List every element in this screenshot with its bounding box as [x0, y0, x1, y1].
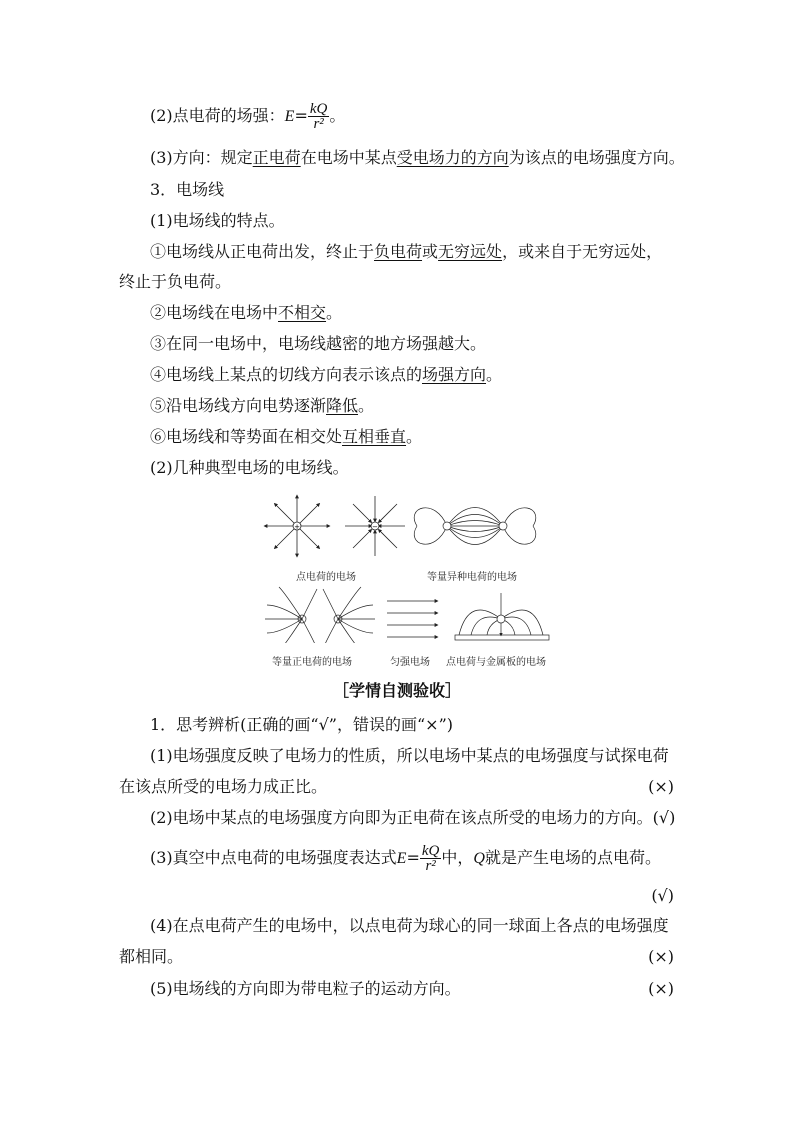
answer-mark: (×) — [648, 777, 674, 796]
text-segment: ⑥电场线和等势面在相交处 — [150, 427, 343, 446]
equals-sign: = — [406, 848, 420, 867]
feature-item-1-continued: 终止于负电荷。 — [119, 272, 232, 291]
question-5 — [0, 974, 794, 1004]
direction-definition-line — [0, 143, 794, 173]
equals-sign: = — [294, 106, 308, 125]
feature-item-3: ③在同一电场中，电场线越密的地方场强越大。 — [150, 334, 487, 353]
question-4-line-1: (4)在点电荷产生的电场中，以点电荷为球心的同一球面上各点的电场强度 — [150, 916, 669, 935]
answer-mark: (×) — [648, 947, 674, 966]
caption-like-charges: 等量正电荷的电场 — [272, 657, 352, 668]
fraction-kq-r2 — [308, 102, 330, 131]
typical-fields-heading: (2)几种典型电场的电场线。 — [150, 458, 349, 477]
text-segment: 或 — [422, 242, 439, 261]
text-segment: 就是产生电场的点电荷。 — [484, 848, 661, 867]
point-charge-field-formula-line — [0, 101, 794, 131]
question-3-mark-line — [0, 881, 794, 911]
caption-uniform-field: 匀强电场 — [390, 657, 430, 668]
text-segment: 。 — [326, 303, 343, 322]
underlined-answer: 受电场力的方向 — [396, 148, 509, 167]
fraction-numerator: kQ — [421, 843, 440, 859]
symbol-E: E — [396, 850, 407, 867]
text-segment: ①电场线从正电荷出发，终止于 — [150, 242, 375, 261]
uniform-field-diagram — [387, 601, 437, 637]
text-segment: 为该点的电场强度方向。 — [508, 148, 685, 167]
fraction-kq-r2 — [420, 844, 442, 873]
symbol-Q: Q — [473, 850, 485, 867]
text-segment: (3)真空中点电荷的电场强度表达式 — [150, 848, 397, 867]
text-segment: 。 — [358, 396, 375, 415]
text-segment: ④电场线上某点的切线方向表示该点的 — [150, 365, 423, 384]
dipole-field-diagram — [414, 508, 536, 545]
underlined-answer: 无穷远处 — [438, 242, 503, 261]
text-segment: 中， — [441, 848, 474, 867]
fraction-denominator: r² — [425, 858, 436, 874]
fraction-denominator: r² — [313, 116, 324, 132]
underlined-answer: 互相垂直 — [342, 427, 407, 446]
question-heading: 1．思考辨析(正确的画“√”，错误的画“×”) — [150, 715, 453, 734]
text-segment: 都相同。 — [119, 947, 184, 966]
section-heading-field-lines: 3．电场线 — [150, 180, 225, 199]
field-line-features-heading: (1)电场线的特点。 — [150, 211, 285, 230]
charge-and-plate-diagram — [455, 593, 549, 640]
answer-mark: (√) — [651, 886, 674, 905]
symbol-E: E — [284, 108, 295, 125]
feature-item-4 — [0, 360, 794, 390]
left-bracket: ［ — [332, 681, 349, 700]
question-4-line-2 — [0, 942, 794, 972]
plus-sign: + — [294, 523, 300, 531]
question-1-line-2 — [0, 772, 794, 802]
answer-mark: (×) — [648, 979, 674, 998]
like-charges-field-diagram — [265, 587, 375, 643]
text-segment: ②电场线在电场中 — [150, 303, 279, 322]
underlined-answer: 正电荷 — [252, 148, 301, 167]
text-segment: 。 — [406, 427, 423, 446]
minus-sign: − — [372, 523, 378, 531]
question-3 — [0, 843, 794, 873]
text-segment: ，或来自于无穷远处， — [502, 242, 663, 261]
right-bracket: ］ — [445, 681, 462, 700]
underlined-answer: 场强方向 — [422, 365, 487, 384]
section-title: 学情自测验收 — [348, 681, 445, 700]
text-segment: (3)方向：规定 — [150, 148, 253, 167]
caption-point-charge: 点电荷的电场 — [296, 572, 356, 583]
underlined-answer: 不相交 — [278, 303, 327, 322]
feature-item-1 — [0, 237, 794, 267]
text-segment: 。 — [329, 106, 346, 125]
caption-unlike-charges: 等量异种电荷的电场 — [427, 572, 517, 583]
text-segment: (2)点电荷的场强： — [150, 106, 285, 125]
text-segment: (5)电场线的方向即为带电粒子的运动方向。 — [150, 979, 461, 998]
underlined-answer: 降低 — [326, 396, 359, 415]
feature-item-5 — [0, 391, 794, 421]
fraction-numerator: kQ — [309, 101, 328, 117]
text-segment: 在该点所受的电场力成正比。 — [119, 777, 328, 796]
text-segment: ⑤沿电场线方向电势逐渐 — [150, 396, 327, 415]
self-test-section-heading — [0, 678, 794, 701]
question-2: (2)电场中某点的电场强度方向即为正电荷在该点所受的电场力的方向。(√) — [150, 808, 676, 827]
feature-item-2 — [0, 298, 794, 328]
caption-charge-plate: 点电荷与金属板的电场 — [446, 657, 546, 668]
underlined-answer: 负电荷 — [374, 242, 423, 261]
text-segment: 。 — [486, 365, 503, 384]
text-segment: 在电场中某点 — [300, 148, 397, 167]
feature-item-6 — [0, 422, 794, 452]
question-1-line-1: (1)电场强度反映了电场力的性质，所以电场中某点的电场强度与试探电荷 — [150, 746, 669, 765]
